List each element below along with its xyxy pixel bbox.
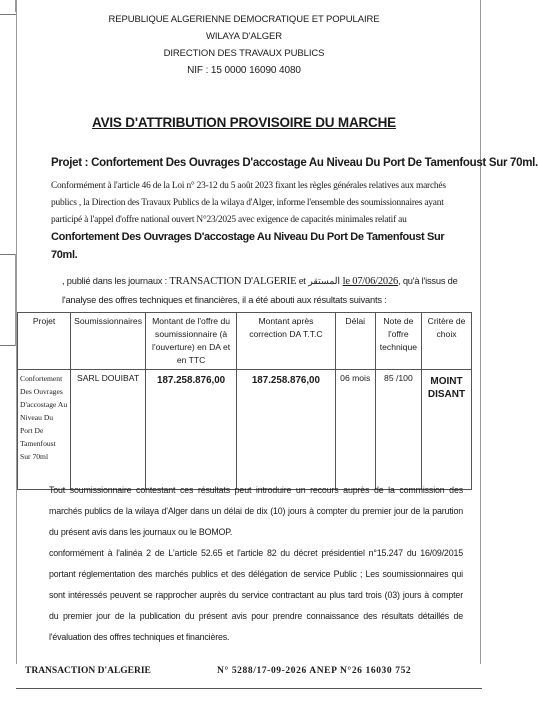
results-table (17, 312, 472, 490)
header-soumissionnaires: Soumissionnaires (71, 313, 146, 370)
footer-reference: N° 5288/17-09-2026 ANEP N°26 16030 752 (217, 666, 412, 676)
publication-paragraph (62, 272, 462, 310)
header-wilaya: WILAYA D'ALGER (205, 31, 283, 42)
header-delai: Délai (335, 313, 375, 370)
notice-title: AVIS D'ATTRIBUTION PROVISOIRE DU MARCHE (92, 115, 396, 130)
cell-note: 85 /100 (375, 370, 421, 490)
publication-date: le 07/06/2026 (342, 276, 399, 287)
recourse-paragraph: Tout soumissionnaire contestant ces résultats peut introduire un recours auprès de la commission des marchés publics de la wilaya d'Alger dans un délai de dix (10) jours à compter du premier jour de la parution du présent avis dans les journaux ou le BOMOP. (49, 485, 463, 537)
header-projet: Projet (18, 313, 71, 370)
cell-soumissionnaire: SARL DOUIBAT (71, 370, 146, 490)
publication-suffix: , qu'à l'issus de (398, 276, 458, 286)
left-margin-rule (0, 345, 16, 346)
cell-projet: Confortement Des Ouvrages D'accostage Au Niveau Du Port De Tamenfoust Sur 70ml (18, 370, 71, 490)
publication-prefix: , publié dans les journaux : (62, 276, 168, 286)
header-note: Note de l'offre technique (375, 313, 421, 370)
header-direction: DIRECTION DES TRAVAUX PUBLICS (163, 48, 325, 59)
publication-line2: l'analyse des offres techniques et financières, il a été abouti aux résultats suivants : (62, 295, 387, 305)
bottom-rule (16, 688, 482, 689)
left-margin-rule (0, 254, 16, 255)
project-heading: Projet : Confortement Des Ouvrages D'accostage Au Niveau Du Port De Tamenfoust Sur 70ml. (51, 157, 538, 169)
cell-critere: MOINT DISANT (422, 370, 472, 490)
intro-project-name: Confortement Des Ouvrages D'accostage Au Niveau Du Port De Tamenfoust Sur 70ml. (51, 231, 445, 261)
publication-and: et (298, 276, 306, 287)
cell-montant-corrige: 187.258.876,00 (237, 370, 336, 490)
header-critere: Critère de choix (422, 313, 472, 370)
header-nif: NIF : 15 0000 16090 4080 (187, 65, 301, 76)
header-montant-corrige: Montant après correction DA T.T.C (237, 313, 336, 370)
intro-text: Conformément à l'article 46 de la Loi n° 23-12 du 5 août 2023 fixant les règles générales relatives aux marchés publics , la Direction des Travaux Publics de la wilaya d'Alger, informe l'ensemble des soumissionnaires ayant participé à l'appel d'offre national ouvert N°23/2025 avec exigence de capacités minimales relatif au (51, 181, 446, 225)
header-republic: REPUBLIQUE ALGERIENNE DEMOCRATIQUE ET POPULAIRE (108, 14, 380, 25)
table-header-row (18, 313, 472, 370)
cell-delai: 06 mois (335, 370, 375, 490)
cell-montant-offre: 187.258.876,00 (146, 370, 237, 490)
table-row (18, 370, 472, 490)
header-montant-offre: Montant de l'offre du soumissionnaire (à l'ouverture) en DA et en TTC (146, 313, 237, 370)
intro-paragraph (51, 178, 453, 265)
journal-name-1: TRANSACTION D'ALGERIE (169, 276, 297, 287)
regulation-paragraph: conformément à l'alinéa 2 de L'article 52.65 et l'article 82 du décret présidentiel n°15.247 du 16/09/2015 portant réglementation des marchés publics et des délégation de service Public ; Les soumissionnaires qui sont intéressés peuvent se rapprocher auprès du service contractant au plus tard trois (03) jours à compter du premier jour de la publication du présent avis pour prendre connaissance des résultats détaillés de l'évaluation des offres techniques et financières. (49, 548, 463, 642)
closing-text (49, 480, 463, 648)
journal-name-2: المستقر (308, 276, 341, 286)
footer-journal: TRANSACTION D'ALGERIE (25, 666, 151, 676)
